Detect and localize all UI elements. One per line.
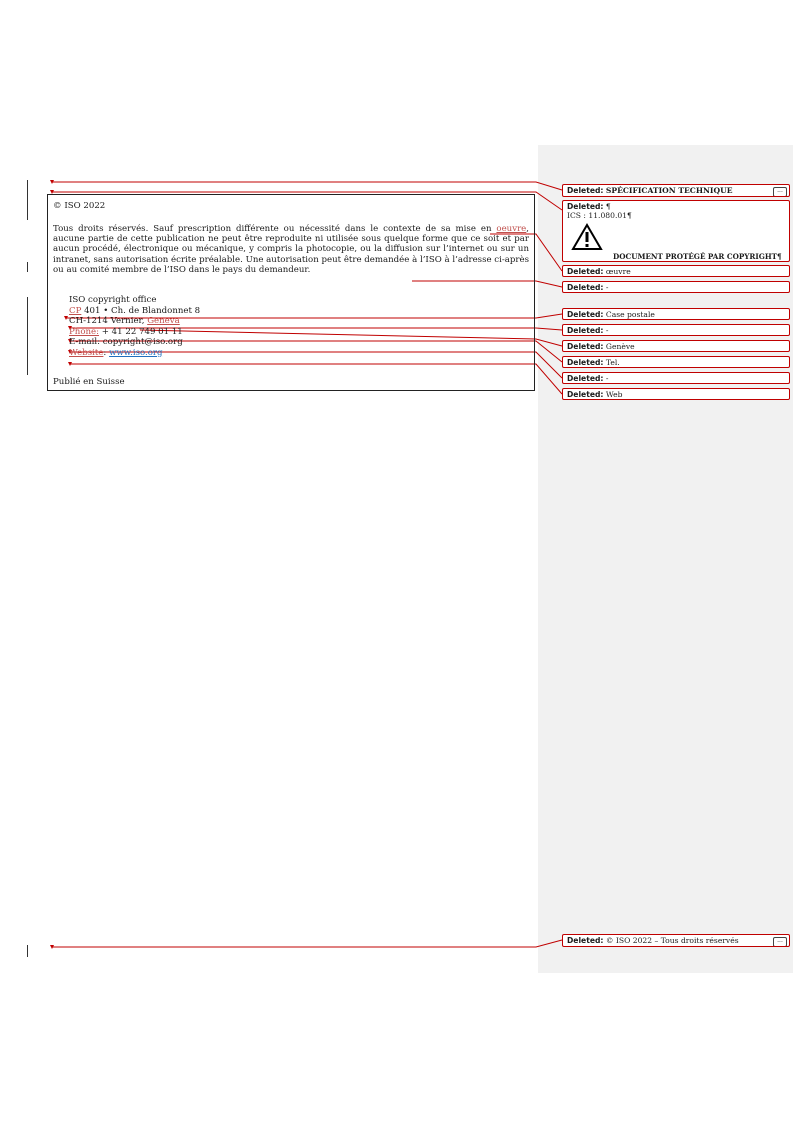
address-office: ISO copyright office xyxy=(69,295,157,305)
address-block xyxy=(69,295,200,358)
rights-text-start: Tous droits réservés. Sauf prescription différente ou nécessité dans le contexte de sa mise en xyxy=(53,224,497,234)
comment-balloon[interactable]: Deleted: - xyxy=(562,324,790,336)
comment-balloon[interactable]: Deleted: œuvre xyxy=(562,265,790,277)
copyright-box xyxy=(47,194,535,391)
comment-balloon[interactable]: Deleted: ¶ ICS : 11.080.01¶ DOCUMENT PROTÉGÉ PAR COPYRIGHT¶ xyxy=(562,200,790,262)
address-phone: Phone: + 41 22 749 01 11 xyxy=(69,326,183,337)
comment-balloon[interactable]: Deleted: - xyxy=(562,281,790,293)
comment-balloon[interactable]: Deleted: - xyxy=(562,372,790,384)
address-email: E-mail: copyright@iso.org xyxy=(69,337,183,347)
warning-title: DOCUMENT PROTÉGÉ PAR COPYRIGHT¶ xyxy=(613,252,782,261)
warning-icon xyxy=(571,223,603,251)
comment-balloon[interactable]: Deleted: Genève xyxy=(562,340,790,352)
comment-balloon[interactable]: Deleted: Web xyxy=(562,388,790,400)
address-cp: CP 401 • Ch. de Blandonnet 8 xyxy=(69,305,201,316)
address-website: Website: www.iso.org xyxy=(69,347,163,358)
rights-paragraph xyxy=(53,224,529,275)
rights-text-end: , aucune partie de cette publication ne peut être reproduite ni utilisée sous quelque forme que ce soit et par aucun procédé, électronique ou mécanique, y compris la photocopie, ou la diffusion sur l’internet ou sur un intranet, sans autorisation écrite préalable. Une autorisation peut être demandée à l’ISO à l’adresse ci-après ou au comité membre de l’ISO dans le pays du demandeur. xyxy=(53,224,529,275)
comment-balloon[interactable]: Deleted: SPÉCIFICATION TECHNIQUE ... xyxy=(562,184,790,197)
address-city: CH-1214 Vernier, Geneva xyxy=(69,316,180,326)
comment-balloon[interactable]: Deleted: © ISO 2022 – Tous droits réservés ... xyxy=(562,934,790,947)
inserted-text[interactable]: CP xyxy=(69,305,82,316)
inserted-text[interactable]: oeuvre xyxy=(496,224,527,234)
published-in: Publié en Suisse xyxy=(53,377,125,387)
inserted-text[interactable]: Website xyxy=(69,347,104,358)
copyright-year: © ISO 2022 xyxy=(53,201,106,211)
inserted-text[interactable]: Geneva xyxy=(147,316,180,326)
more-button[interactable]: ... xyxy=(773,187,787,197)
comment-balloon[interactable]: Deleted: Case postale xyxy=(562,308,790,320)
website-link[interactable]: www.iso.org xyxy=(109,347,163,358)
comment-balloon[interactable]: Deleted: Tel. xyxy=(562,356,790,368)
more-button[interactable]: ... xyxy=(773,937,787,947)
inserted-text[interactable]: Phone: xyxy=(69,326,100,337)
